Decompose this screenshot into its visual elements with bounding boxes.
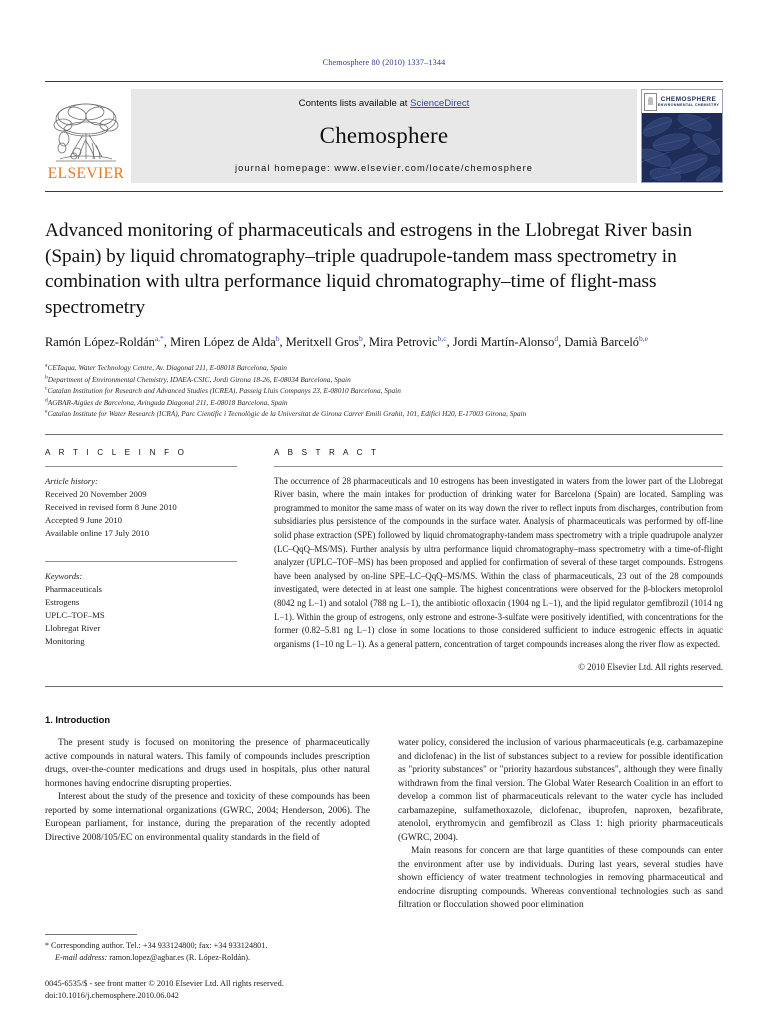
title-divider (45, 191, 723, 192)
history-item: Available online 17 July 2010 (45, 527, 150, 538)
affiliation-text: Catalan Institution for Research and Advanced Studies (ICREA), Passeig Lluis Companys 23, E-08010 Barcelona, Spain (47, 386, 401, 396)
contents-prefix: Contents lists available at (298, 98, 411, 109)
affiliation-item (45, 397, 723, 409)
imprint-block (45, 978, 385, 1002)
author-mark: a,* (154, 333, 164, 343)
cover-leaves-artwork (642, 113, 722, 181)
article-history-block (45, 475, 237, 540)
author-mark: b,e (638, 333, 649, 343)
author-name: Meritxell Gros (285, 334, 360, 349)
cover-header (642, 90, 722, 113)
keyword-item: Pharmaceuticals (45, 584, 102, 595)
abstract-column (255, 448, 723, 673)
elsevier-tree-icon (50, 99, 122, 165)
body-columns (45, 737, 723, 912)
asterisk-icon: * (45, 941, 49, 951)
author-mark: b,c (437, 333, 447, 343)
email-note (45, 952, 385, 964)
affiliation-list (45, 362, 723, 420)
affiliation-item (45, 408, 723, 420)
article-history-title: Article history: (45, 475, 98, 486)
author-mark: d (554, 333, 559, 343)
footnote-divider (45, 934, 137, 935)
affiliation-item (45, 385, 723, 397)
author-list: Ramón López-Roldán$^{a,*}$, Miren López de Alda$^b$, Meritxell Gros$^b$, Mira Petrovic$^{b,c}$, Jordi Martín-Alonso$^d$, Damià Barceló$^{b,e}$ (45, 333, 649, 349)
author-name: Ramón López-Roldán (45, 334, 155, 349)
journal-homepage[interactable]: journal homepage: www.elsevier.com/locate/chemosphere (234, 163, 534, 173)
affiliation-mark: c (45, 385, 48, 392)
section-heading-introduction: 1. Introduction (45, 714, 111, 726)
keyword-item: UPLC–TOF–MS (45, 610, 105, 621)
journal-banner (45, 81, 723, 183)
contents-available-line (299, 98, 470, 109)
footnote-area (45, 934, 385, 1002)
affiliation-mark: a (45, 362, 48, 369)
keyword-item: Monitoring (45, 636, 85, 647)
body-column-left (45, 737, 370, 912)
affiliation-text: AGBAR-Aigües de Barcelona, Avinguda Diagonal 211, E-08018 Barcelona, Spain (47, 397, 288, 407)
author-name: Damià Barceló (564, 334, 639, 349)
affiliation-mark: d (45, 397, 48, 404)
info-divider-bottom (45, 686, 723, 687)
affiliation-item (45, 362, 723, 374)
article-info-heading: A R T I C L E I N F O (45, 447, 188, 457)
affiliation-mark: e (45, 408, 48, 415)
author-mark: b (275, 333, 280, 343)
cover-elsevier-icon (644, 93, 657, 111)
cover-subtitle: ENVIRONMENTAL CHEMISTRY (657, 103, 720, 108)
corresponding-author-note (45, 940, 385, 952)
abstract-text: The occurrence of 28 pharmaceuticals and 10 estrogens has been investigated in waters from the lower part of the Llobregat River basin, where the main intakes for production of drinking water for Barcelona (Spain) are located. Sampling was programmed to monitor the same mass of water on its way down the river to reflect inputs from discharges, contribution from subsidiaries plus persistence of the compounds in the surface water. Analysis of pharmaceuticals was performed by off-line solid phase extraction (SPE) followed by liquid chromatography-tandem mass spectrometry with a triple quadrupole analyzer (LC–QqQ–MS/MS). Further analysis by ultra performance liquid chromatography–mass spectrometry with a time-of-flight analyzer (UPLC–TOF–MS) has been proposed and applied for confirmation of several of these target compounds. Estrogens have been analysed by on-line SPE–LC–QqQ–MS/MS. Within the class of pharmaceuticals, 23 out of the 28 compounds investigated, were detected in at least one sample. The highest concentrations were observed for the β-blockers metoprolol (8042 ng L−1) and sotalol (788 ng L−1), the antibiotic ofloxacin (1904 ng L−1), and the lipid regulator gemfibrozil (1014 ng L−1). Within the group of estrogens, only estrone and estrone-3-sulfate were positively identified, with concentrations for the former (0.82–5.81 ng L−1) close in some locations to those considered sufficient to induce estrogenic effects in aquatic organisms (1–10 ng L−1). As a general pattern, concentration of target compounds increases along the river flow as expected. (274, 475, 723, 649)
sciencedirect-link[interactable]: ScienceDirect (410, 98, 470, 109)
keywords-block (45, 570, 237, 648)
article-info-rule (45, 466, 237, 467)
affiliation-text: CETaqua, Water Technology Centre, Av. Diagonal 211, E-08018 Barcelona, Spain (47, 363, 287, 373)
elsevier-wordmark: ELSEVIER (47, 164, 125, 182)
spacer (45, 540, 237, 552)
body-paragraph: Interest about the study of the presence and toxicity of these compounds has been reported by some international organizations (GWRC, 2004; Henderson, 2006). The European parliament, for instance, during the preparation of the recently adopted Directive 2008/105/EC on environmental quality standards in the field of (45, 792, 370, 843)
corresponding-author-text: Corresponding author. Tel.: +34 933124800; fax: +34 933124801. (51, 941, 268, 951)
affiliation-text: Catalan Institute for Water Research (ICRA), Parc Científic i Tecnològic de la Universitat de Girona Carrer Emili Grahit, 101, Edifici H20, E-17003 Girona, Spain (47, 409, 527, 419)
abstract-heading: A B S T R A C T (274, 447, 380, 457)
cover-titles (657, 96, 720, 108)
affiliation-item (45, 374, 723, 386)
journal-title: Chemosphere (319, 123, 449, 148)
page-title: Advanced monitoring of pharmaceuticals and estrogens in the Llobregat River basin (Spain) by liquid chromatography–triple quadrupole-tandem mass spectrometry in combination with ultra performance liquid chromatography–time of flight-mass spectrometry (45, 220, 693, 318)
author-name: Mira Petrovic (369, 334, 438, 349)
body-paragraph: The present study is focused on monitoring the presence of pharmaceutically active compounds in natural waters. This family of compounds includes prescription drugs, over-the-counter medications and drugs used in hospitals, plus other natural hormones having endocrine disrupting properties. (45, 738, 370, 789)
keyword-item: Llobregat River (45, 623, 101, 634)
article-info-column (45, 448, 255, 673)
author-mark: b (359, 333, 363, 343)
history-item: Received 20 November 2009 (45, 488, 147, 499)
info-abstract-row (45, 448, 723, 673)
author-name: Jordi Martín-Alonso (452, 334, 555, 349)
running-head: Chemosphere 80 (2010) 1337–1344 (322, 58, 446, 67)
affiliation-text: Department of Environmental Chemistry, IDAEA-CSIC, Jordi Girona 18-26, E-08034 Barcelona, Spain (47, 374, 351, 384)
history-item: Accepted 9 June 2010 (45, 514, 122, 525)
author-name: Miren López de Alda (170, 334, 276, 349)
imprint-line: 0045-6535/$ - see front matter © 2010 Elsevier Ltd. All rights reserved. (45, 978, 284, 988)
info-divider-top (45, 434, 723, 435)
body-paragraph: Main reasons for concern are that large quantities of these compounds can enter the environment after use by individuals. During last years, several studies have shown efficiency of water treatment technologies in removing pharmaceutical and endocrine disrupting compounds. Whereas conventional technologies such as sand filtration or flocculation showed poor elimination (398, 846, 723, 911)
body-column-right (398, 737, 723, 912)
elsevier-logo (45, 89, 127, 183)
keywords-rule (45, 561, 237, 562)
history-item: Received in revised form 8 June 2010 (45, 501, 177, 512)
email-label: E-mail address: (55, 953, 108, 963)
email-value[interactable]: ramon.lopez@agbar.es (R. López-Roldán). (109, 953, 251, 963)
banner-center (131, 89, 637, 183)
cover-title: CHEMOSPHERE (660, 95, 717, 103)
abstract-copyright: © 2010 Elsevier Ltd. All rights reserved. (578, 662, 723, 673)
doi-line[interactable]: doi:10.1016/j.chemosphere.2010.06.042 (45, 990, 179, 1000)
keyword-item: Estrogens (45, 597, 80, 608)
body-paragraph: water policy, considered the inclusion of various pharmaceuticals (e.g. carbamazepine and diclofenac) in the list of substances subject to a review for possible identification as "priority substances" or "priority hazardous substances", although they were finally withdrawn from the final version. The Global Water Research Coalition in an effort to develop a common list of pharmaceuticals relevant to the water cycle has included carbamazepine, sulfamethoxazole, diclofenac, ibuprofen, naproxen, bezafibrate, atenolol, erythromycin and gemfibrozil as Class 1: high priority pharmaceuticals (GWRC, 2004). (398, 738, 723, 843)
keywords-title: Keywords: (45, 570, 83, 581)
abstract-rule (274, 466, 723, 467)
journal-cover-thumbnail[interactable] (641, 89, 723, 183)
affiliation-mark: b (45, 374, 48, 381)
